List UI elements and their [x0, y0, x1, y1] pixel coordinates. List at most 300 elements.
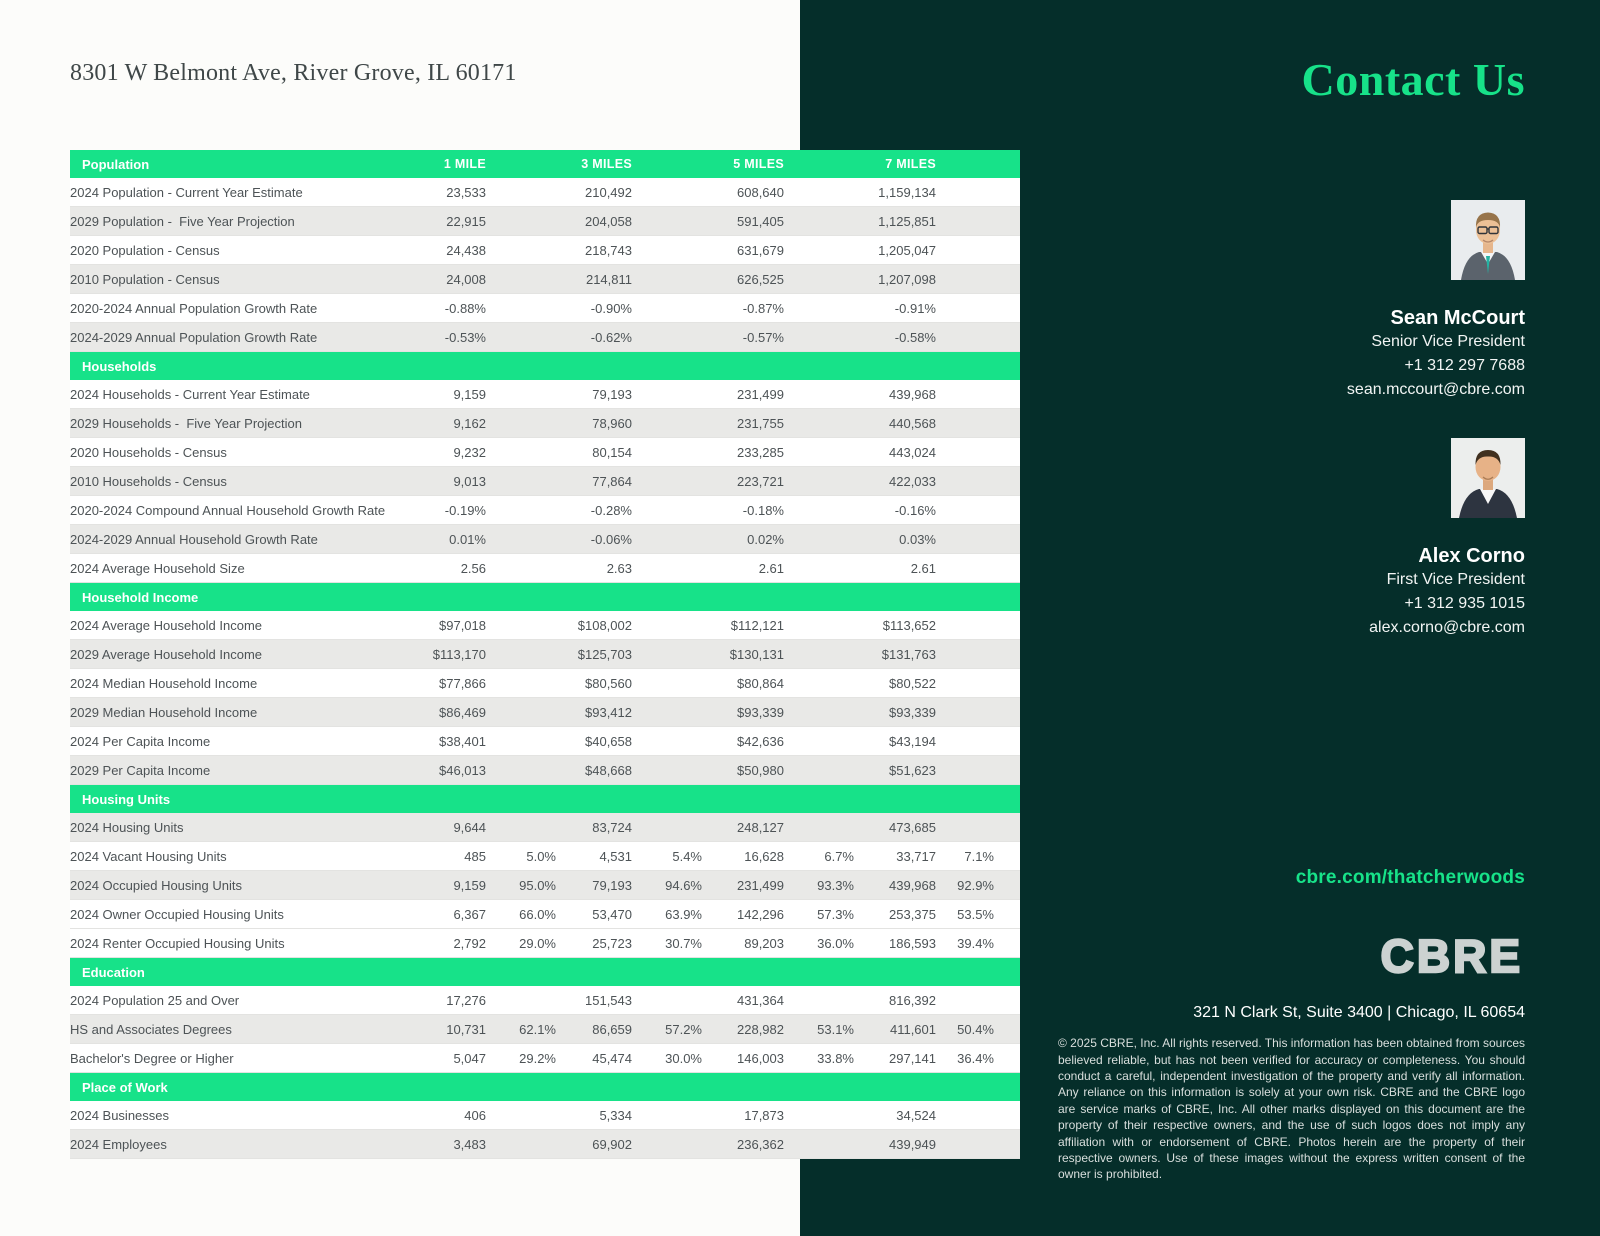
cell-percent	[784, 438, 854, 467]
cell-percent	[632, 438, 702, 467]
cell-value: 253,375	[854, 900, 936, 929]
cell-value: $51,623	[854, 756, 936, 785]
cell-percent	[486, 294, 556, 323]
cell-percent	[784, 323, 854, 352]
cell-percent	[632, 669, 702, 698]
table-row	[70, 294, 1020, 323]
cell-percent	[784, 669, 854, 698]
row-label: 2020-2024 Compound Annual Household Growth Rate	[70, 496, 408, 525]
person-email[interactable]: alex.corno@cbre.com	[1369, 619, 1525, 637]
cell-percent	[784, 554, 854, 583]
section-header-row	[70, 583, 1020, 612]
cell-value: -0.16%	[854, 496, 936, 525]
cell-value: 78,960	[556, 409, 632, 438]
table-row	[70, 871, 1020, 900]
cell-value: 2.56	[408, 554, 486, 583]
cell-value: $77,866	[408, 669, 486, 698]
cell-percent	[632, 525, 702, 554]
table-row	[70, 409, 1020, 438]
cell-percent: 95.0%	[486, 871, 556, 900]
cell-percent	[936, 698, 1020, 727]
cell-value: -0.06%	[556, 525, 632, 554]
table-row	[70, 929, 1020, 958]
table-row	[70, 1015, 1020, 1044]
column-header	[702, 583, 784, 612]
cell-value: $97,018	[408, 611, 486, 640]
cell-percent: 5.4%	[632, 842, 702, 871]
cell-percent	[632, 236, 702, 265]
cell-percent	[784, 294, 854, 323]
row-label: 2010 Households - Census	[70, 467, 408, 496]
column-header-spacer	[784, 583, 854, 612]
column-header	[556, 1073, 632, 1102]
person-name: Sean McCourt	[1390, 307, 1525, 330]
cell-value: 151,543	[556, 986, 632, 1015]
cell-percent: 94.6%	[632, 871, 702, 900]
cell-value: $108,002	[556, 611, 632, 640]
demographics-table	[70, 150, 1020, 1159]
column-header-spacer	[936, 150, 1020, 178]
cell-value: 5,047	[408, 1044, 486, 1073]
column-header-spacer	[936, 958, 1020, 987]
cell-percent	[486, 265, 556, 294]
row-label: 2010 Population - Census	[70, 265, 408, 294]
column-header	[556, 583, 632, 612]
column-header-spacer	[784, 1073, 854, 1102]
cell-percent	[936, 207, 1020, 236]
column-header	[408, 785, 486, 814]
cell-value: 0.01%	[408, 525, 486, 554]
cell-percent	[632, 1101, 702, 1130]
table-row	[70, 640, 1020, 669]
cell-value: 1,205,047	[854, 236, 936, 265]
column-header	[854, 352, 936, 381]
cell-percent	[936, 640, 1020, 669]
cell-value: 0.03%	[854, 525, 936, 554]
column-header	[408, 352, 486, 381]
contact-panel-content	[1055, 0, 1525, 1183]
cell-value: 485	[408, 842, 486, 871]
cell-value: 411,601	[854, 1015, 936, 1044]
row-label: 2020 Population - Census	[70, 236, 408, 265]
column-header-spacer	[486, 352, 556, 381]
row-label: 2024 Employees	[70, 1130, 408, 1159]
cell-value: $38,401	[408, 727, 486, 756]
cell-value: 5,334	[556, 1101, 632, 1130]
cell-value: -0.87%	[702, 294, 784, 323]
section-title: Households	[70, 352, 408, 381]
column-header	[702, 785, 784, 814]
table-row	[70, 698, 1020, 727]
column-header	[408, 958, 486, 987]
cell-percent	[632, 178, 702, 207]
row-label: 2024 Average Household Income	[70, 611, 408, 640]
cell-percent	[784, 496, 854, 525]
column-header: 1 MILE	[408, 150, 486, 178]
cell-value: $48,668	[556, 756, 632, 785]
cell-value: 1,159,134	[854, 178, 936, 207]
row-label: 2029 Median Household Income	[70, 698, 408, 727]
section-header-row	[70, 352, 1020, 381]
row-label: 2024 Occupied Housing Units	[70, 871, 408, 900]
column-header: 3 MILES	[556, 150, 632, 178]
cell-percent	[936, 236, 1020, 265]
row-label: 2029 Average Household Income	[70, 640, 408, 669]
row-label: 2024-2029 Annual Household Growth Rate	[70, 525, 408, 554]
cell-value: 406	[408, 1101, 486, 1130]
cell-value: 228,982	[702, 1015, 784, 1044]
column-header	[854, 1073, 936, 1102]
cell-value: 231,499	[702, 871, 784, 900]
column-header-spacer	[936, 583, 1020, 612]
cell-value: 86,659	[556, 1015, 632, 1044]
contact-card-sean-mccourt	[1347, 107, 1525, 402]
cell-value: -0.91%	[854, 294, 936, 323]
cell-percent	[632, 640, 702, 669]
cell-percent	[784, 640, 854, 669]
cell-percent	[486, 467, 556, 496]
cell-percent	[936, 813, 1020, 842]
cell-value: $43,194	[854, 727, 936, 756]
cell-value: 0.02%	[702, 525, 784, 554]
cell-value: 297,141	[854, 1044, 936, 1073]
column-header-spacer	[936, 1073, 1020, 1102]
column-header-spacer	[486, 958, 556, 987]
cell-value: 439,949	[854, 1130, 936, 1159]
table-row	[70, 900, 1020, 929]
cell-percent: 53.1%	[784, 1015, 854, 1044]
cell-percent	[486, 496, 556, 525]
cell-percent: 36.4%	[936, 1044, 1020, 1073]
table-row	[70, 986, 1020, 1015]
column-header-spacer	[632, 583, 702, 612]
cell-percent	[632, 1130, 702, 1159]
cell-percent: 6.7%	[784, 842, 854, 871]
cell-percent: 57.3%	[784, 900, 854, 929]
table-row	[70, 727, 1020, 756]
cell-value: 6,367	[408, 900, 486, 929]
cell-percent: 36.0%	[784, 929, 854, 958]
column-header	[556, 785, 632, 814]
cell-percent	[632, 727, 702, 756]
cell-percent	[784, 813, 854, 842]
cell-value: 10,731	[408, 1015, 486, 1044]
column-header-spacer	[936, 352, 1020, 381]
cell-percent	[486, 1101, 556, 1130]
cell-percent	[784, 727, 854, 756]
row-label: 2029 Households - Five Year Projection	[70, 409, 408, 438]
cell-percent	[486, 380, 556, 409]
cell-percent: 30.7%	[632, 929, 702, 958]
cell-percent: 62.1%	[486, 1015, 556, 1044]
cell-percent: 29.2%	[486, 1044, 556, 1073]
cell-percent	[632, 380, 702, 409]
row-label: 2029 Per Capita Income	[70, 756, 408, 785]
cell-percent	[486, 986, 556, 1015]
cell-percent	[486, 525, 556, 554]
cell-value: 591,405	[702, 207, 784, 236]
column-header-spacer	[632, 1073, 702, 1102]
column-header	[408, 1073, 486, 1102]
contact-us-heading: Contact Us	[1301, 54, 1525, 105]
row-label: 2024 Housing Units	[70, 813, 408, 842]
cell-percent	[486, 438, 556, 467]
cell-percent	[486, 698, 556, 727]
cell-percent	[936, 438, 1020, 467]
cell-value: 45,474	[556, 1044, 632, 1073]
column-header	[702, 352, 784, 381]
cell-value: $46,013	[408, 756, 486, 785]
person-phone[interactable]: +1 312 297 7688	[1404, 357, 1525, 375]
section-header-row	[70, 785, 1020, 814]
cell-value: -0.62%	[556, 323, 632, 352]
cell-value: 142,296	[702, 900, 784, 929]
cell-value: -0.88%	[408, 294, 486, 323]
property-address-title: 8301 W Belmont Ave, River Grove, IL 60171	[70, 60, 517, 86]
cell-value: 236,362	[702, 1130, 784, 1159]
cell-percent	[632, 207, 702, 236]
cell-value: 69,902	[556, 1130, 632, 1159]
person-email[interactable]: sean.mccourt@cbre.com	[1346, 381, 1525, 399]
cell-percent	[936, 323, 1020, 352]
cell-percent	[486, 727, 556, 756]
cell-value: 33,717	[854, 842, 936, 871]
cell-percent	[632, 756, 702, 785]
cell-percent	[632, 813, 702, 842]
cell-percent: 53.5%	[936, 900, 1020, 929]
cell-percent	[632, 409, 702, 438]
row-label: 2024 Population - Current Year Estimate	[70, 178, 408, 207]
column-header	[854, 958, 936, 987]
cell-value: 422,033	[854, 467, 936, 496]
row-label: 2024 Households - Current Year Estimate	[70, 380, 408, 409]
person-title: First Vice President	[1386, 571, 1525, 589]
column-header	[408, 583, 486, 612]
cell-value: 1,207,098	[854, 265, 936, 294]
cell-percent: 39.4%	[936, 929, 1020, 958]
cell-value: 431,364	[702, 986, 784, 1015]
table-row	[70, 669, 1020, 698]
section-title: Population	[70, 150, 408, 178]
cell-value: 34,524	[854, 1101, 936, 1130]
cell-percent: 33.8%	[784, 1044, 854, 1073]
cell-value: 9,644	[408, 813, 486, 842]
cell-percent	[936, 178, 1020, 207]
cell-value: 439,968	[854, 380, 936, 409]
cell-percent	[632, 611, 702, 640]
column-header-spacer	[486, 150, 556, 178]
demographics-table-body	[70, 150, 1020, 1159]
cell-percent	[486, 409, 556, 438]
row-label: 2024 Owner Occupied Housing Units	[70, 900, 408, 929]
cell-percent: 66.0%	[486, 900, 556, 929]
cell-value: 626,525	[702, 265, 784, 294]
contact-card-alex-corno	[1369, 402, 1525, 640]
cell-percent: 93.3%	[784, 871, 854, 900]
table-row	[70, 611, 1020, 640]
column-header-spacer	[936, 785, 1020, 814]
cell-value: -0.90%	[556, 294, 632, 323]
cell-percent	[784, 698, 854, 727]
headshot-alex-corno	[1451, 438, 1525, 518]
column-header	[702, 958, 784, 987]
table-row	[70, 554, 1020, 583]
cell-percent	[486, 669, 556, 698]
cell-percent	[632, 265, 702, 294]
cell-value: 77,864	[556, 467, 632, 496]
cell-value: $93,339	[854, 698, 936, 727]
table-row	[70, 236, 1020, 265]
cell-value: 83,724	[556, 813, 632, 842]
column-header-spacer	[632, 352, 702, 381]
cell-percent	[784, 525, 854, 554]
column-header-spacer	[486, 1073, 556, 1102]
column-header-spacer	[784, 150, 854, 178]
cell-value: 443,024	[854, 438, 936, 467]
cell-percent	[936, 756, 1020, 785]
cell-value: 1,125,851	[854, 207, 936, 236]
cell-percent	[486, 236, 556, 265]
cell-value: 53,470	[556, 900, 632, 929]
table-row	[70, 1130, 1020, 1159]
cell-value: 146,003	[702, 1044, 784, 1073]
section-header-row	[70, 1073, 1020, 1102]
row-label: 2024 Businesses	[70, 1101, 408, 1130]
cell-percent	[936, 727, 1020, 756]
row-label: 2020-2024 Annual Population Growth Rate	[70, 294, 408, 323]
cell-percent: 7.1%	[936, 842, 1020, 871]
cell-value: -0.57%	[702, 323, 784, 352]
cell-value: 440,568	[854, 409, 936, 438]
cell-percent: 57.2%	[632, 1015, 702, 1044]
cell-percent	[486, 178, 556, 207]
cell-percent	[784, 236, 854, 265]
table-row	[70, 467, 1020, 496]
row-label: 2024 Per Capita Income	[70, 727, 408, 756]
person-phone[interactable]: +1 312 935 1015	[1404, 595, 1525, 613]
column-header-spacer	[632, 785, 702, 814]
person-name: Alex Corno	[1418, 545, 1525, 568]
cell-value: $50,980	[702, 756, 784, 785]
cell-percent	[936, 1130, 1020, 1159]
cell-percent: 50.4%	[936, 1015, 1020, 1044]
cell-value: 79,193	[556, 380, 632, 409]
cell-percent	[784, 756, 854, 785]
legal-disclaimer: © 2025 CBRE, Inc. All rights reserved. This information has been obtained from sources believed reliable, but has not been verified for accuracy or completeness. You should conduct a careful, independent investigation of the property and verify all information. Any reliance on this information is solely at your own risk. CBRE and the CBRE logo are service marks of CBRE, Inc. All other marks displayed on this document are the property of their respective owners, and the use of such logos does not imply any affiliation with or endorsement of CBRE. Photos herein are the property of their respective owners. Use of these images without the express written consent of the owner is prohibited.	[1058, 1036, 1525, 1182]
cell-percent	[632, 496, 702, 525]
cell-value: -0.28%	[556, 496, 632, 525]
cell-percent: 63.9%	[632, 900, 702, 929]
table-row	[70, 842, 1020, 871]
cell-value: $80,522	[854, 669, 936, 698]
cell-value: 218,743	[556, 236, 632, 265]
cell-percent	[784, 467, 854, 496]
column-header-spacer	[486, 583, 556, 612]
row-label: 2024 Population 25 and Over	[70, 986, 408, 1015]
cell-percent	[784, 611, 854, 640]
cell-value: $40,658	[556, 727, 632, 756]
cell-value: 9,232	[408, 438, 486, 467]
table-row	[70, 207, 1020, 236]
cell-value: 473,685	[854, 813, 936, 842]
property-website-link[interactable]: cbre.com/thatcherwoods	[1295, 867, 1525, 889]
cell-percent	[936, 467, 1020, 496]
column-header	[854, 583, 936, 612]
cell-value: $131,763	[854, 640, 936, 669]
column-header-spacer	[784, 352, 854, 381]
cell-percent	[784, 178, 854, 207]
section-header-row	[70, 958, 1020, 987]
cell-percent	[784, 986, 854, 1015]
cell-value: 2,792	[408, 929, 486, 958]
cell-value: 4,531	[556, 842, 632, 871]
cell-value: 3,483	[408, 1130, 486, 1159]
section-header-row	[70, 150, 1020, 178]
cell-percent	[936, 525, 1020, 554]
cell-value: -0.58%	[854, 323, 936, 352]
table-row	[70, 380, 1020, 409]
cell-value: 9,159	[408, 380, 486, 409]
cell-percent	[486, 323, 556, 352]
table-row	[70, 1044, 1020, 1073]
headshot-sean-mccourt	[1451, 200, 1525, 280]
cell-percent	[936, 1101, 1020, 1130]
cell-percent	[936, 380, 1020, 409]
row-label: 2029 Population - Five Year Projection	[70, 207, 408, 236]
column-header-spacer	[784, 958, 854, 987]
row-label: 2020 Households - Census	[70, 438, 408, 467]
cell-value: $42,636	[702, 727, 784, 756]
cell-value: 231,499	[702, 380, 784, 409]
cell-value: 24,438	[408, 236, 486, 265]
cell-percent	[784, 1130, 854, 1159]
cell-value: $93,339	[702, 698, 784, 727]
section-title: Housing Units	[70, 785, 408, 814]
cell-value: 608,640	[702, 178, 784, 207]
table-row	[70, 323, 1020, 352]
cell-value: $113,652	[854, 611, 936, 640]
cell-percent	[632, 294, 702, 323]
cell-percent	[486, 640, 556, 669]
cell-percent	[486, 207, 556, 236]
column-header-spacer	[486, 785, 556, 814]
cell-value: 439,968	[854, 871, 936, 900]
office-address: 321 N Clark St, Suite 3400 | Chicago, IL 60654	[1193, 1004, 1525, 1022]
cell-value: 631,679	[702, 236, 784, 265]
cell-value: 2.61	[702, 554, 784, 583]
table-row	[70, 1101, 1020, 1130]
table-row	[70, 525, 1020, 554]
table-row	[70, 438, 1020, 467]
cell-percent	[784, 265, 854, 294]
cell-percent	[936, 554, 1020, 583]
cell-value: 23,533	[408, 178, 486, 207]
section-title: Place of Work	[70, 1073, 408, 1102]
cell-percent	[784, 1101, 854, 1130]
cell-value: 17,873	[702, 1101, 784, 1130]
cell-value: 223,721	[702, 467, 784, 496]
cell-percent	[632, 323, 702, 352]
cell-value: $93,412	[556, 698, 632, 727]
cell-percent: 5.0%	[486, 842, 556, 871]
cell-percent	[936, 611, 1020, 640]
cell-value: $80,864	[702, 669, 784, 698]
cell-percent	[486, 813, 556, 842]
cell-percent: 29.0%	[486, 929, 556, 958]
cell-value: 233,285	[702, 438, 784, 467]
row-label: 2024 Median Household Income	[70, 669, 408, 698]
section-title: Education	[70, 958, 408, 987]
